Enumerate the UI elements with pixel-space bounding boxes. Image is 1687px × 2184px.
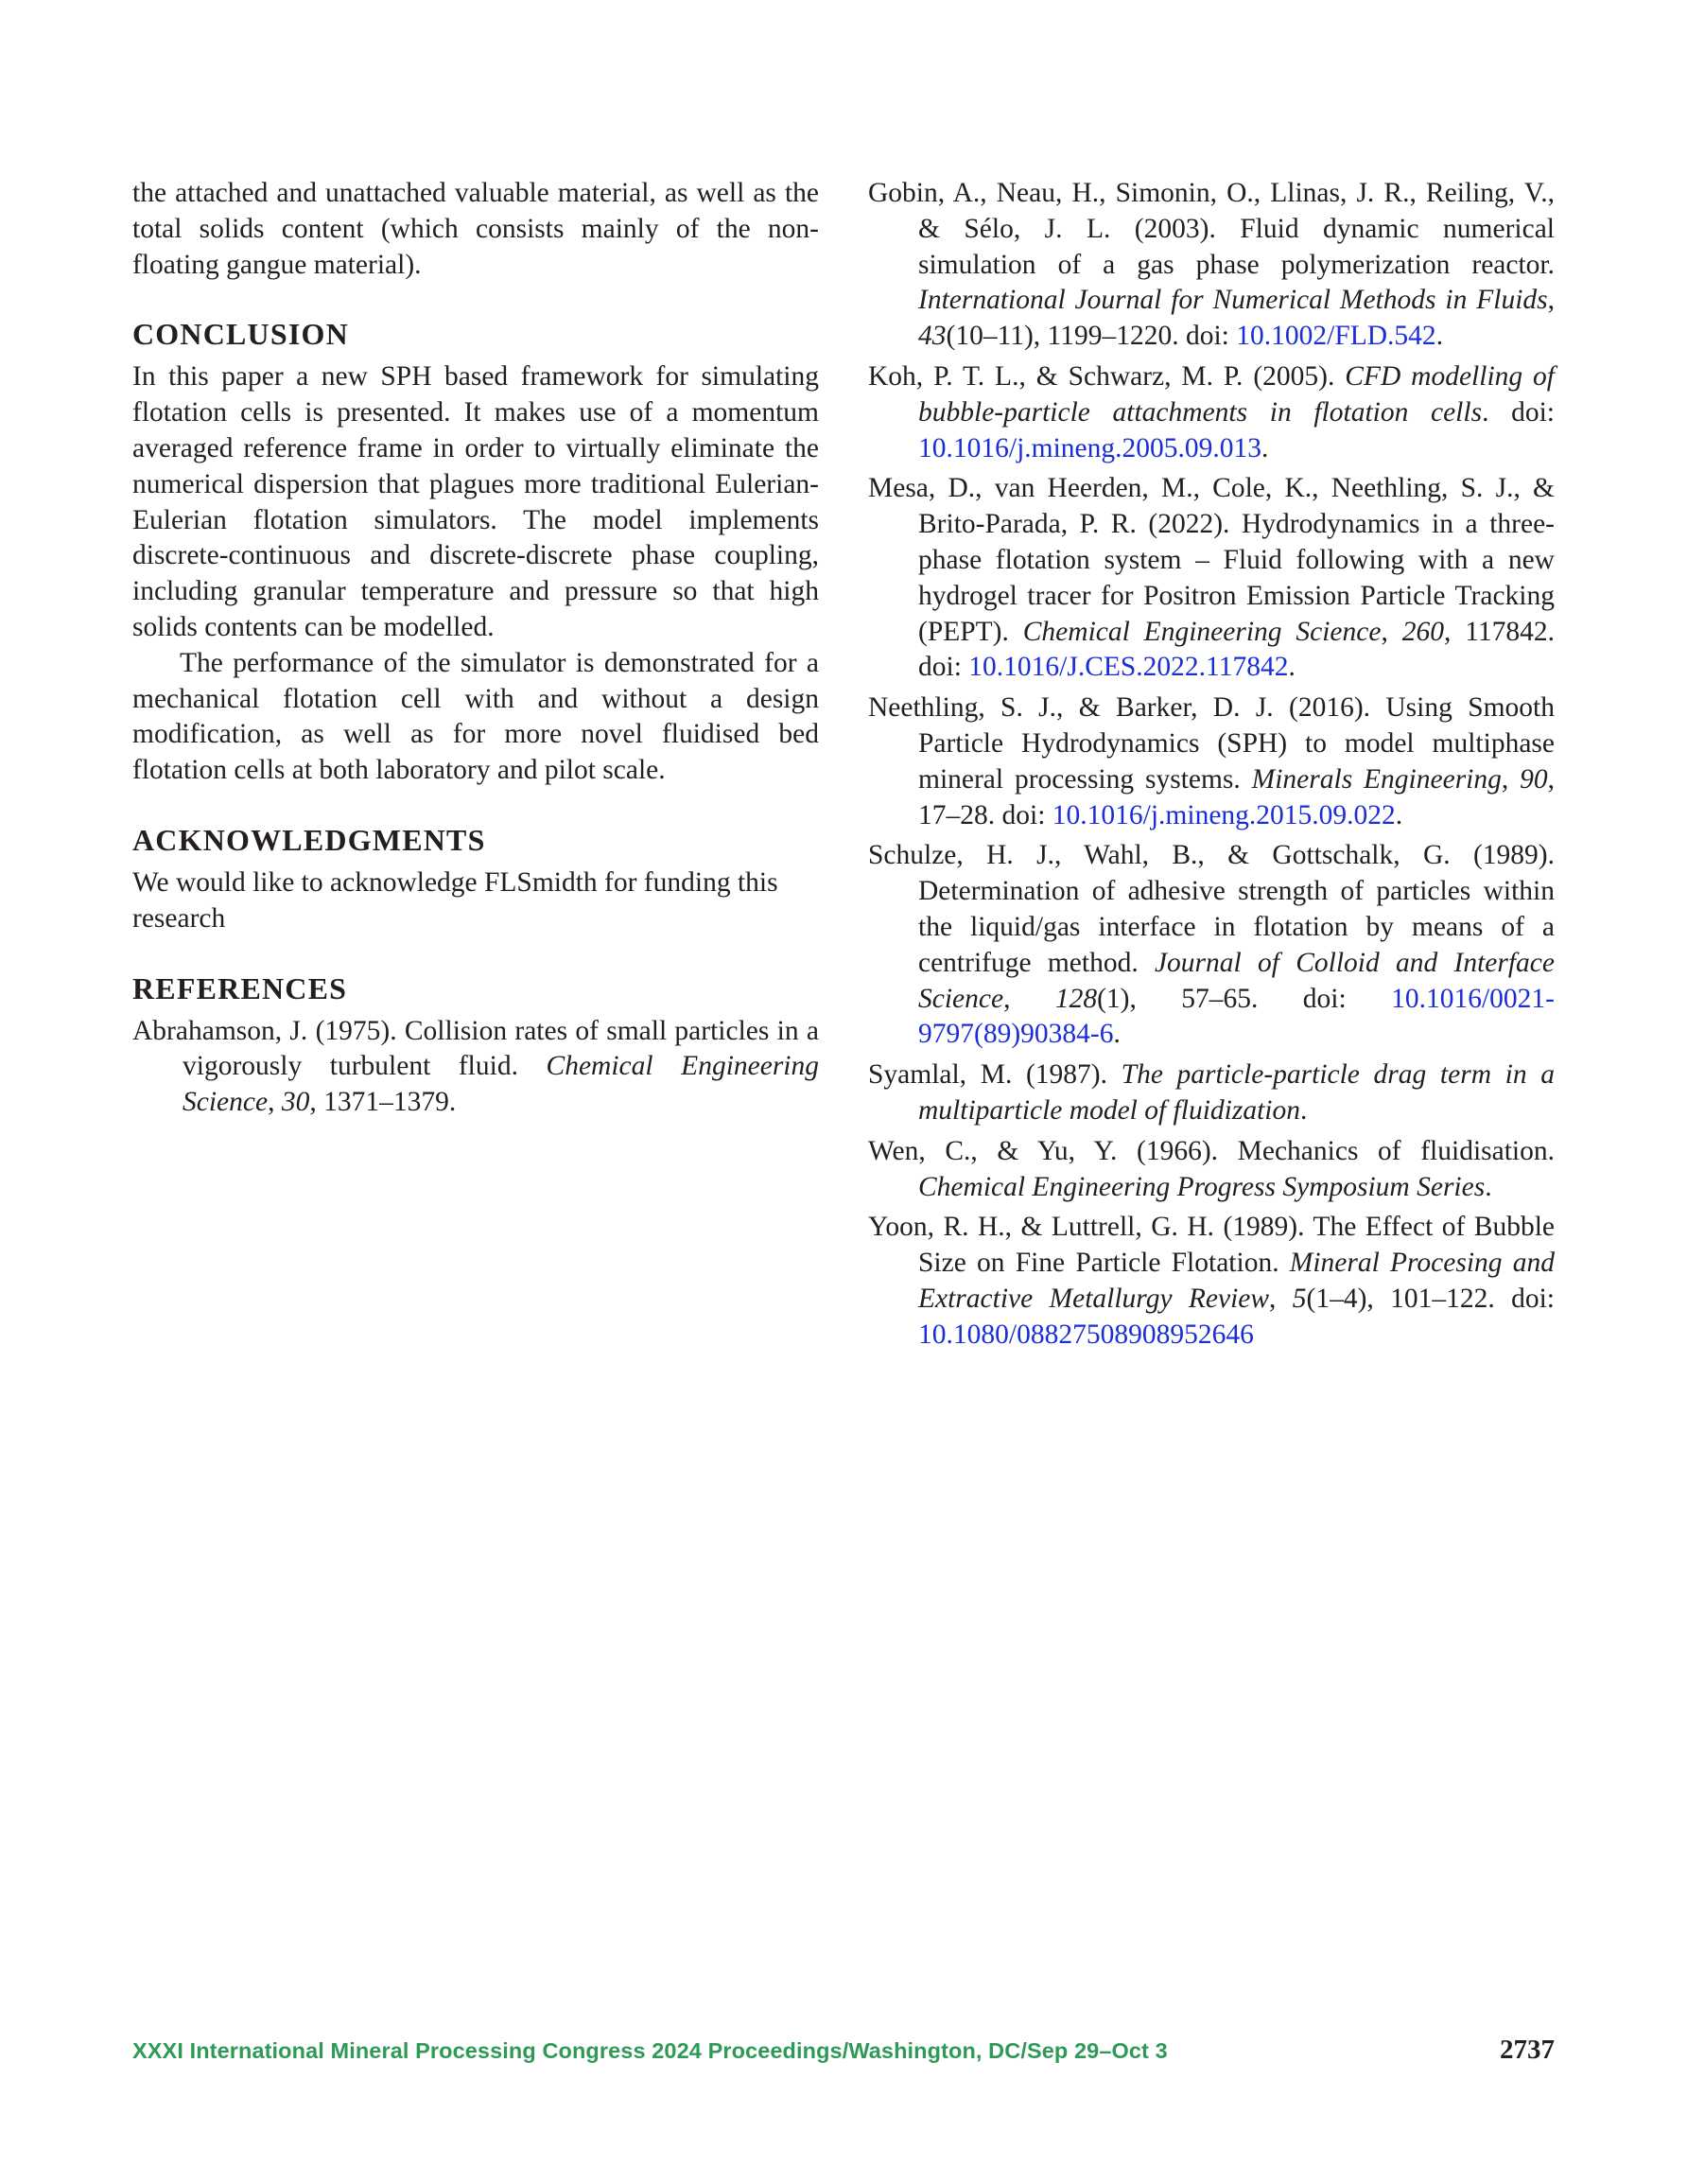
acknowledgments-heading: ACKNOWLEDGMENTS: [132, 822, 486, 857]
reference-journal: International Journal for Numerical Methods in Fluids: [918, 285, 1548, 316]
reference-entry: [868, 1134, 1555, 1206]
reference-details: , 17–28.: [918, 763, 1555, 830]
reference-entry: [868, 1210, 1555, 1353]
reference-doi-link[interactable]: 10.1016/j.mineng.2005.09.013: [918, 432, 1262, 463]
reference-journal: Journal of Colloid and Interface Science: [918, 947, 1555, 1014]
reference-volume: 260: [1401, 616, 1444, 647]
reference-journal: The particle-particle drag term in a multiparticle model of fluidization: [918, 1059, 1556, 1126]
reference-authors-title: Yoon, R. H., & Luttrell, G. H. (1989). The Effect of Bubble Size on Fine Particle Flotation.: [868, 1212, 1555, 1279]
reference-entry: [868, 1057, 1555, 1129]
reference-entry: [868, 359, 1555, 466]
reference-details: , 117842.: [1443, 616, 1555, 647]
conclusion-paragraph-2: The performance of the simulator is demonstrated for a mechanical flotation cell with and without a design modification, as well as for more novel fluidised bed flotation cells at both laboratory and pilot scale.: [132, 647, 819, 786]
page-footer: [132, 2035, 1555, 2076]
reference-separator: .: [1299, 1094, 1308, 1126]
reference-separator: ,: [268, 1087, 282, 1118]
reference-volume: 43: [918, 321, 947, 352]
reference-authors-title: Mesa, D., van Heerden, M., Cole, K., Neethling, S. J., & Brito-Parada, P. R. (2022). Hydrodynamics in a three-phase flotation system – Fluid following with a new hydrogel tracer for Positron Emission Particle Tracking (PEPT).: [868, 473, 1555, 647]
reference-doi-link[interactable]: 10.1002/FLD.542: [1236, 321, 1436, 352]
reference-entry: [868, 838, 1555, 1053]
reference-end: .: [1395, 799, 1403, 830]
reference-details: , 1371–1379.: [309, 1087, 457, 1118]
reference-doi-label: doi:: [1511, 396, 1556, 428]
reference-end: .: [1435, 321, 1444, 352]
reference-entry: [132, 1014, 819, 1121]
references-list-left: [132, 1014, 819, 1121]
reference-separator: ,: [1269, 1283, 1293, 1314]
reference-separator: ,: [1547, 285, 1555, 316]
reference-journal: Mineral Procesing and Extractive Metallurgy Review: [918, 1248, 1556, 1314]
reference-separator: .: [1482, 396, 1512, 428]
references-list-right: [868, 176, 1555, 1354]
reference-journal: Chemical Engineering Science: [183, 1051, 819, 1118]
reference-doi-label: doi:: [1302, 983, 1392, 1014]
reference-journal: Chemical Engineering Progress Symposium Series: [918, 1171, 1486, 1202]
left-column: [132, 176, 819, 1126]
page-number: 2737: [1500, 2035, 1555, 2065]
reference-separator: ,: [1501, 763, 1521, 795]
reference-doi-label: doi:: [1511, 1283, 1555, 1314]
reference-doi-link[interactable]: 10.1016/0021-9797(89)90384-6: [918, 983, 1555, 1050]
reference-details: (1), 57–65.: [1097, 983, 1303, 1014]
acknowledgments-paragraph: We would like to acknowledge FLSmidth for funding this research: [132, 866, 778, 934]
conference-footer-text: XXXI International Mineral Processing Congress 2024 Proceedings/Washington, DC/Sep 29–Oct 3: [132, 2038, 1168, 2063]
reference-details: (10–11), 1199–1220.: [946, 321, 1186, 352]
reference-separator: .: [1485, 1171, 1492, 1202]
reference-volume: 30: [281, 1087, 310, 1118]
reference-doi-link[interactable]: 10.1016/J.CES.2022.117842: [968, 652, 1289, 683]
reference-end: .: [1113, 1019, 1121, 1050]
reference-authors-title: Gobin, A., Neau, H., Simonin, O., Llinas, J. R., Reiling, V., & Sélo, J. L. (2003). Fluid dynamic numerical simulation of a gas phase polymerization reactor.: [868, 178, 1555, 280]
reference-volume: 5: [1292, 1283, 1307, 1314]
reference-entry: [868, 690, 1555, 833]
reference-separator: ,: [1003, 983, 1055, 1014]
references-heading: REFERENCES: [132, 970, 348, 1005]
reference-authors-title: Wen, C., & Yu, Y. (1966). Mechanics of fluidisation.: [868, 1135, 1555, 1166]
reference-details: (1–4), 101–122.: [1306, 1283, 1512, 1314]
reference-volume: 90: [1520, 763, 1548, 795]
reference-authors-title: Neethling, S. J., & Barker, D. J. (2016). Using Smooth Particle Hydrodynamics (SPH) to model multiphase mineral processing systems.: [868, 692, 1555, 795]
conclusion-paragraph-1: In this paper a new SPH based framework for simulating flotation cells is presented. It makes use of a momentum averaged reference frame in order to virtually eliminate the numerical dispersion that plagues more traditional Eulerian-Eulerian flotation simulators. The model implements discrete-continuous and discrete-discrete phase coupling, including granular temperature and pressure so that high solids contents can be modelled.: [132, 361, 819, 642]
reference-authors-title: Schulze, H. J., Wahl, B., & Gottschalk, G. (1989). Determination of adhesive strength of particles within the liquid/gas interface in flotation by means of a centrifuge method.: [868, 840, 1555, 978]
reference-volume: 128: [1054, 983, 1098, 1014]
reference-doi-label: doi:: [1185, 321, 1237, 352]
reference-doi-link[interactable]: 10.1016/j.mineng.2015.09.022: [1052, 799, 1396, 830]
right-column: [868, 176, 1555, 1358]
reference-journal: Chemical Engineering Science: [1022, 616, 1382, 647]
reference-entry: [868, 176, 1555, 355]
reference-journal: CFD modelling of bubble-particle attachments in flotation cells: [918, 360, 1555, 428]
reference-end: .: [1261, 432, 1269, 463]
reference-doi-link[interactable]: 10.1080/08827508908952646: [918, 1319, 1254, 1350]
reference-entry: [868, 471, 1555, 686]
reference-separator: ,: [1381, 616, 1402, 647]
reference-authors-title: Abrahamson, J. (1975). Collision rates of small particles in a vigorously turbulent fluid.: [132, 1015, 819, 1082]
reference-doi-label: doi:: [918, 652, 969, 683]
intro-paragraph: the attached and unattached valuable material, as well as the total solids content (which consists mainly of the non-floating gangue material).: [132, 178, 819, 280]
reference-doi-label: doi:: [1001, 799, 1052, 830]
reference-journal: Minerals Engineering: [1251, 763, 1502, 795]
conclusion-heading: CONCLUSION: [132, 317, 349, 352]
reference-end: .: [1288, 652, 1296, 683]
reference-authors-title: Koh, P. T. L., & Schwarz, M. P. (2005).: [868, 360, 1346, 392]
reference-authors-title: Syamlal, M. (1987).: [868, 1059, 1122, 1091]
